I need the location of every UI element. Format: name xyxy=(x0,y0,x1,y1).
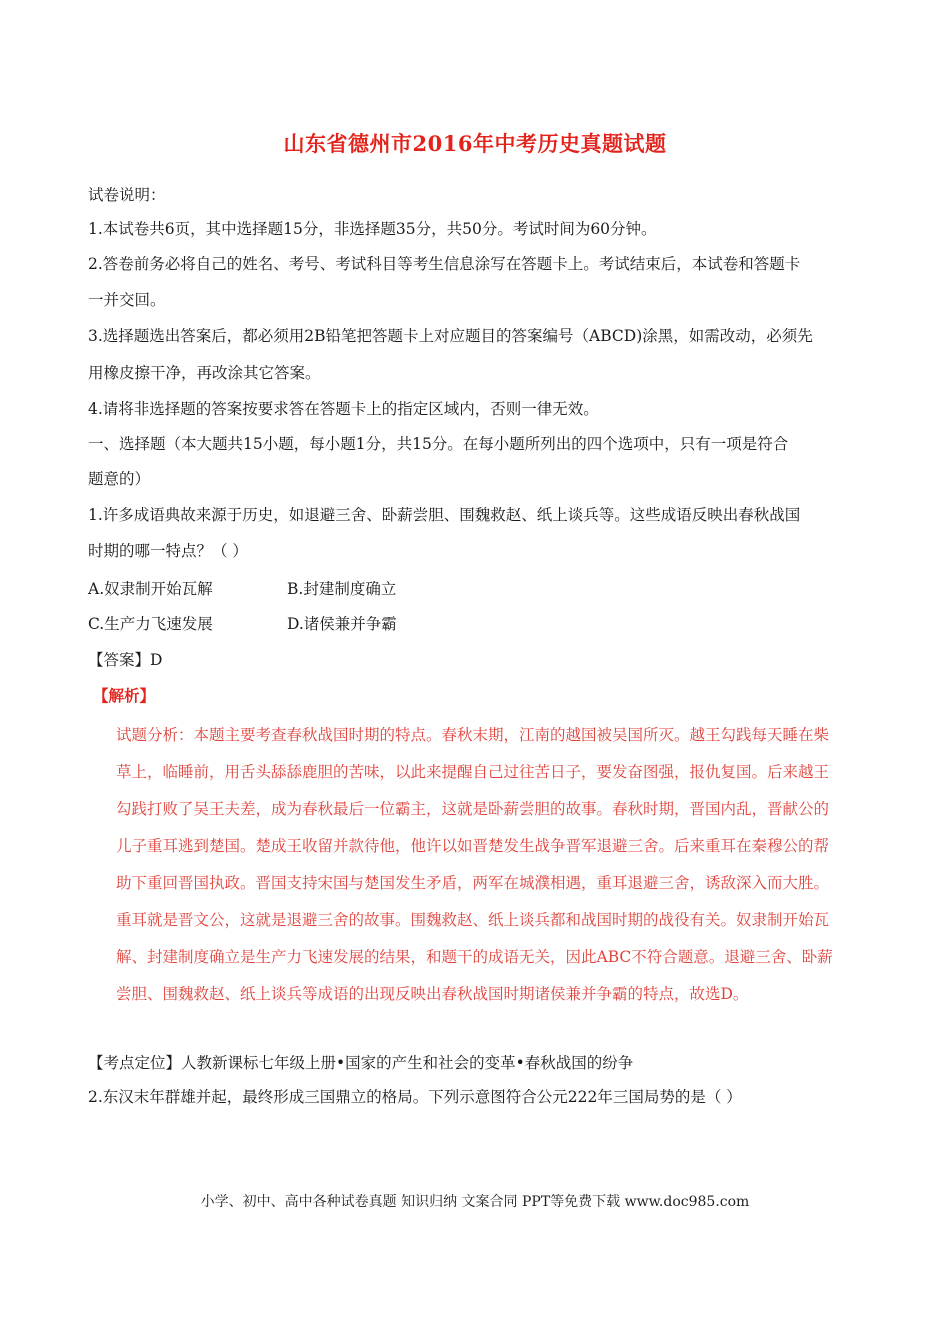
instruction-line: 4.请将非选择题的答案按要求答在答题卡上的指定区域内，否则一律无效。 xyxy=(88,400,599,418)
page-footer: 小学、初中、高中各种试卷真题 知识归纳 文案合同 PPT等免费下载 www.doc985.com xyxy=(200,1194,750,1210)
instruction-line: 2.答卷前务必将自己的姓名、考号、考试科目等考生信息涂写在答题卡上。考试结束后，本试卷和答题卡 xyxy=(88,255,801,273)
answer: 【答案】D xyxy=(88,651,163,669)
question-stem: 2.东汉末年群雄并起，最终形成三国鼎立的格局。下列示意图符合公元222年三国局势的是（ ） xyxy=(88,1088,742,1106)
analysis-line: 试题分析：本题主要考查春秋战国时期的特点。春秋末期，江南的越国被吴国所灭。越王勾践每天睡在柴 xyxy=(116,726,830,744)
instruction-line: 一并交回。 xyxy=(88,291,166,309)
section-heading: 一、选择题（本大题共15小题，每小题1分，共15分。在每小题所列出的四个选项中，只有一项是符合 xyxy=(88,435,789,453)
option-c: C.生产力飞速发展 xyxy=(88,615,213,633)
question-stem: 1.许多成语典故来源于历史，如退避三舍、卧薪尝胆、围魏救赵、纸上谈兵等。这些成语反映出春秋战国 xyxy=(88,506,801,524)
analysis-line: 草上，临睡前，用舌头舔舔鹿胆的苦味，以此来提醒自己过往苦日子，要发奋图强，报仇复国。后来越王 xyxy=(116,763,830,781)
instructions-heading: 试卷说明： xyxy=(88,186,166,204)
option-b: B.封建制度确立 xyxy=(287,580,397,598)
instruction-line: 1.本试卷共6页，其中选择题15分，非选择题35分，共50分。考试时间为60分钟。 xyxy=(88,220,657,238)
option-d: D.诸侯兼并争霸 xyxy=(287,615,397,633)
section-heading: 题意的） xyxy=(88,470,151,488)
kaodian-line: 【考点定位】人教新课标七年级上册•国家的产生和社会的变革•春秋战国的纷争 xyxy=(88,1054,634,1072)
analysis-line: 尝胆、围魏救赵、纸上谈兵等成语的出现反映出春秋战国时期诸侯兼并争霸的特点，故选D。 xyxy=(116,985,749,1003)
instruction-line: 用橡皮擦干净，再改涂其它答案。 xyxy=(88,364,321,382)
analysis-line: 重耳就是晋文公，这就是退避三舍的故事。围魏救赵、纸上谈兵都和战国时期的战役有关。奴隶制开始瓦 xyxy=(116,911,830,929)
question-stem: 时期的哪一特点？（ ） xyxy=(88,542,248,560)
page-title: 山东省德州市2016年中考历史真题试题 xyxy=(283,131,667,156)
instruction-line: 3.选择题选出答案后，都必须用2B铅笔把答题卡上对应题目的答案编号（ABCD)涂黑，如需改动，必须先 xyxy=(88,327,813,345)
analysis-line: 助下重回晋国执政。晋国支持宋国与楚国发生矛盾，两军在城濮相遇，重耳退避三舍，诱敌深入而大胜。 xyxy=(116,874,830,892)
analysis-line: 解、封建制度确立是生产力飞速发展的结果，和题干的成语无关，因此ABC不符合题意。退避三舍、卧薪 xyxy=(116,948,833,966)
analysis-label: 【解析】 xyxy=(93,686,156,705)
analysis-line: 儿子重耳逃到楚国。楚成王收留并款待他，他许以如晋楚发生战争晋军退避三舍。后来重耳在秦穆公的帮 xyxy=(116,837,830,855)
analysis-line: 勾践打败了吴王夫差，成为春秋最后一位霸主，这就是卧薪尝胆的故事。春秋时期，晋国内乱，晋献公的 xyxy=(116,800,830,818)
option-a: A.奴隶制开始瓦解 xyxy=(88,580,213,598)
